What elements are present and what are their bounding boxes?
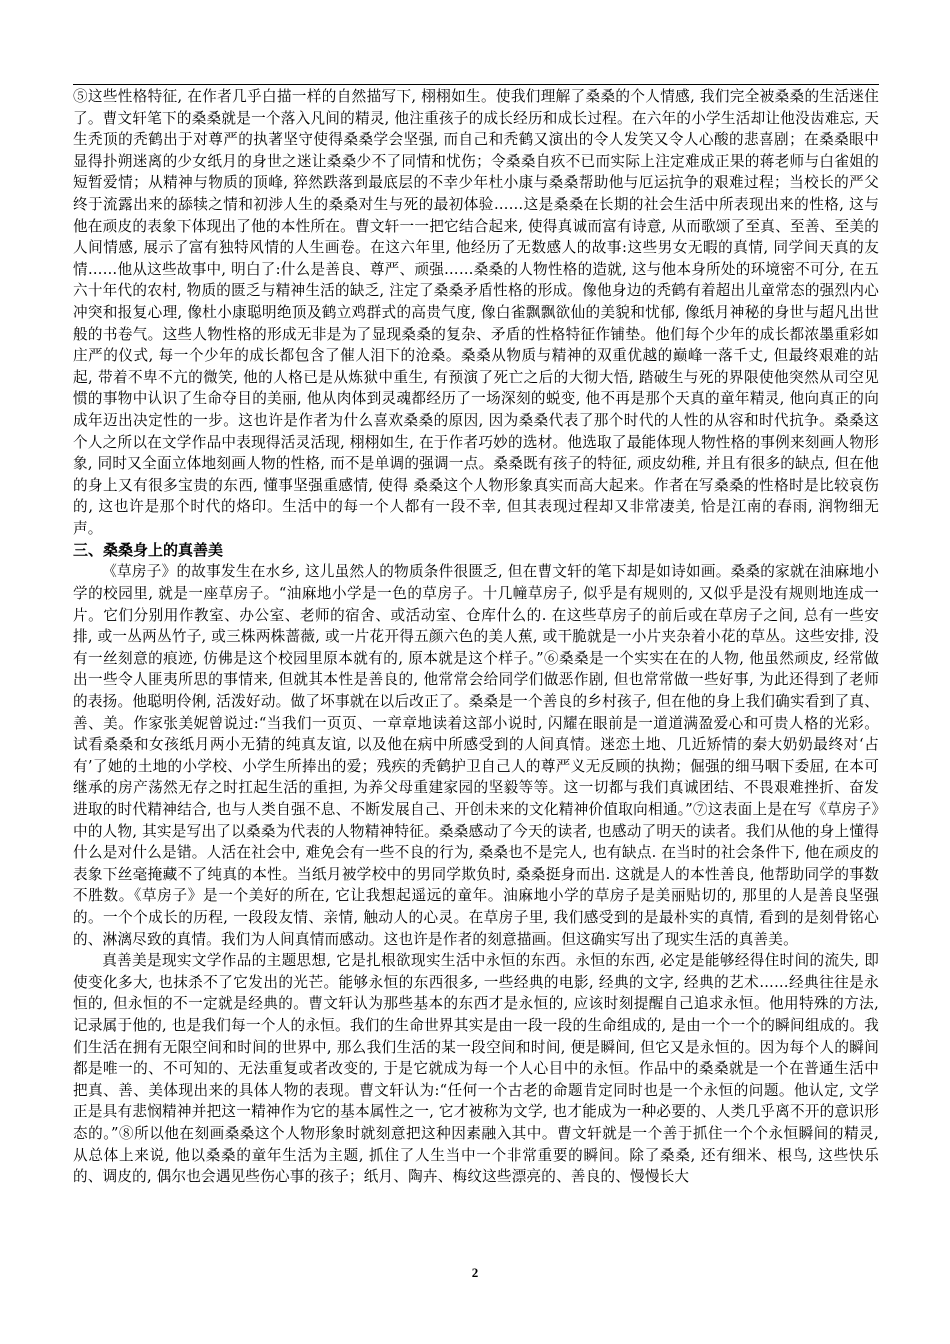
paragraph-eternity: 真善美是现实文学作品的主题思想, 它是扎根欲现实生活中永恒的东西。永恒的东西, 必定是能够经得住时间的流失, 即使变化多大, 也抹杀不了它发出的光芒。能够永恒的东西很多, 一些经典的电影, 经典的文字, 经典的艺术……经典往往是永恒的, 但永恒的不一定就是经典的。曹文轩认为那些基本的东西才是永恒的, 应该时刻提醒自己追求永恒。他用特殊的方法, 记录属于他的, 也是我们每一个人的永恒。我们的生命世界其实是由一段一段的生命组成的, 是由一个一个的瞬间组成的。我们生活在拥有无限空间和时间的世界中, 那么我们生活的某一段空间和时间, 便是瞬间, 但它又是永恒的。因为每个人的瞬间都是唯一的、不可知的、无法重复或者改变的, 于是它就成为每一个人心目中的永恒。作品中的桑桑就是一个在普通生活中把真、善、美体现出来的具体人物的表现。曹文轩认为:“任何一个古老的命题肯定同时也是一个永恒的问题。他认定, 文学正是具有悲悯精神并把这一精神作为它的基本属性之一, 它才被称为文学, 也才能成为一种必要的、人类几乎离不开的意识形态的。”⑧所以他在刻画桑桑这个人物形象时就刻意把这种因素融入其中。曹文轩就是一个善于抓住一个个永恒瞬间的精灵, 从总体上来说, 他以桑桑的童年生活为主题, 抓住了人生当中一个非常重要的瞬间。除了桑桑, 还有细米、根鸟, 这些快乐的、调皮的, 偶尔也会遇见些伤心事的孩子；纸月、陶卉、梅纹这些漂亮的、善良的、慢慢长大 [73, 952, 879, 1186]
paragraph-character-traits: ⑤这些性格特征, 在作者几乎白描一样的自然描写下, 栩栩如生。使我们理解了桑桑的个人情感, 我们完全被桑桑的生活迷住了。曹文轩笔下的桑桑就是一个落入凡间的精灵, 他注重孩子的成长经历和成长过程。在六年的小学生活却让他没齿难忘, 天生秃顶的秃鹤出于对尊严的执著坚守使得桑桑学会坚强, 而自己和秃鹤又演出的令人发笑又令人心酸的悲喜剧；在桑桑眼中显得扑朔迷离的少女纸月的身世之迷让桑桑少不了同情和忧伤；令桑桑自疚不已而实际上注定难成正果的蒋老师与白雀姐的短暂爱情；从精神与物质的顶峰, 猝然跌落到最底层的不幸少年杜小康与桑桑帮助他与厄运抗争的艰难过程；当校长的严父终于流露出来的舔犊之情和初涉人生的桑桑对生与死的最初体验……这是桑桑在长期的社会生活中所表现出来的性格, 这与他在顽皮的表象下体现出了他的本性所在。曹文轩一一把它结合起来, 使得真诚而富有诗意, 从而歌颂了至真、至善、至美的人间情感, 展示了富有独特风情的人生画卷。在这六年里, 他经历了无数感人的故事:这些男女无暇的真情, 同学间天真的友情……他从这些故事中, 明白了:什么是善良、尊严、顽强……桑桑的人物性格的造就, 这与他本身所处的环境密不可分, 在五六十年代的农村, 物质的匮乏与精神生活的缺乏, 注定了桑桑矛盾性格的形成。像他身边的秃鹤有着超出儿童常态的强烈内心冲突和报复心理, 像杜小康聪明绝顶及鹤立鸡群式的高贵气度, 像白雀飘飘欲仙的美貌和忧郁, 像纸月神秘的身世与超凡出世般的书卷气。这些人物性格的形成无非是为了显现桑桑的复杂、矛盾的性格特征作铺垫。他们每个少年的成长都浓墨重彩如庄严的仪式, 每一个少年的成长都包含了催人泪下的沧桑。桑桑从物质与精神的双重优越的巅峰一落千丈, 但最终艰难的站起, 带着不卑不亢的微笑, 他的人格已是从炼狱中重生, 有预演了死亡之后的大彻大悟, 踏破生与死的界限使他突然从司空见惯的事物中认识了生命夺目的美丽, 他从肉体到灵魂都经历了一场深刻的蜕变, 他不再是那个天真的童年精灵, 他向真正的向成年迈出决定性的一步。这也许是作者为什么喜欢桑桑的原因, 因为桑桑代表了那个时代的人性的从容和时代抗争。桑桑这个人之所以在文学作品中表现得活灵活现, 栩栩如生, 在于作者巧妙的选材。他选取了最能体现人物性格的事例来刻画人物形象, 同时又全面立体地刻画人物的性格, 而不是单调的强调一点。桑桑既有孩子的特征, 顽皮幼稚, 并且有很多的缺点, 但在他的身上又有很多宝贵的东西, 懂事坚强重感情, 使得 桑桑这个人物形象真实而高大起来。作者在写桑桑的性格时是比较哀伤的, 这也许是那个时代的烙印。生活中的每一个人都有一段不幸, 但其表现过程却又非常凄美, 恰是江南的春雨, 润物细无声。 [73, 88, 879, 537]
document-page [73, 84, 879, 1334]
top-rule [73, 84, 879, 85]
page-number: 2 [471, 1265, 479, 1280]
section-heading: 三、桑桑身上的真善美 [73, 541, 224, 560]
paragraph-grass-house: 《草房子》的故事发生在水乡, 这儿虽然人的物质条件很匮乏, 但在曹文轩的笔下却是如诗如画。桑桑的家就在油麻地小学的校园里, 就是一座草房子。“油麻地小学是一色的草房子。十几幢草房子, 似乎是有规则的, 又似乎是没有规则地连成一片。它们分别用作教室、办公室、老师的宿舍、或活动室、仓库什么的. 在这些草房子的前后或在草房子之间, 总有一些安排, 或一丛两丛竹子, 或三株两株蔷薇, 或一片花开得五颜六色的美人蕉, 或干脆就是一小片夹杂着小花的草丛。这些安排, 没有一丝刻意的痕迹, 仿佛是这个校园里原本就有的, 原本就是这个样子。”⑥桑桑是一个实实在在的人物, 他虽然顽皮, 经常做出一些令人匪夷所思的事情来, 但就其本性是善良的, 他常常会给同学们做恶作剧, 但也常常做一些好事, 为此还得到了老师的表扬。他聪明伶俐, 活泼好动。做了坏事就在以后改正了。桑桑是一个善良的乡村孩子, 但在他的身上我们确实看到了真、善、美。作家张美妮曾说过:“当我们一页页、一章章地读着这部小说时, 闪耀在眼前是一道道满盈爱心和可贵人格的光彩。试看桑桑和女孩纸月两小无猜的纯真友谊, 以及他在病中所感受到的人间真情。迷恋土地、几近矫情的秦大奶奶最终对‘占有’了她的土地的小学校、小学生所捧出的爱；残疾的秃鹤护卫自己人的尊严义无反顾的执拗；倔强的细马咽下委屈, 在本可继承的房产荡然无存之时扛起生活的重担, 为养父母重建家园的坚毅等等。这一切都与我们真诚团结、不畏艰难挫折、奋发进取的时代精神结合, 也与人类自强不息、不断发展自己、开创未来的文化精神价值取向相通。”⑦这表面上是在写《草房子》中的人物, 其实是写出了以桑桑为代表的人物精神特征。桑桑感动了今天的读者, 也感动了明天的读者。我们从他的身上懂得什么是对什么是错。人活在社会中, 难免会有一些不良的行为, 桑桑也不是完人, 也有缺点. 在当时的社会条件下, 他在顽皮的表象下丝毫掩藏不了纯真的本性。当纸月被学校中的男同学欺负时, 桑桑挺身而出. 这就是人的本性善良, 他帮助同学的事数不胜数。《草房子》是一个美好的所在, 它让我想起遥远的童年。油麻地小学的草房子是美丽贴切的, 那里的人是善良坚强的。一个个成长的历程, 一段段友情、亲情, 触动人的心灵。在草房子里, 我们感受到的是最朴实的真情, 看到的是刻骨铭心的、淋漓尽致的真情。我们为人间真情而感动。这也许是作者的刻意描画。但这确实写出了现实生活的真善美。 [73, 563, 880, 948]
